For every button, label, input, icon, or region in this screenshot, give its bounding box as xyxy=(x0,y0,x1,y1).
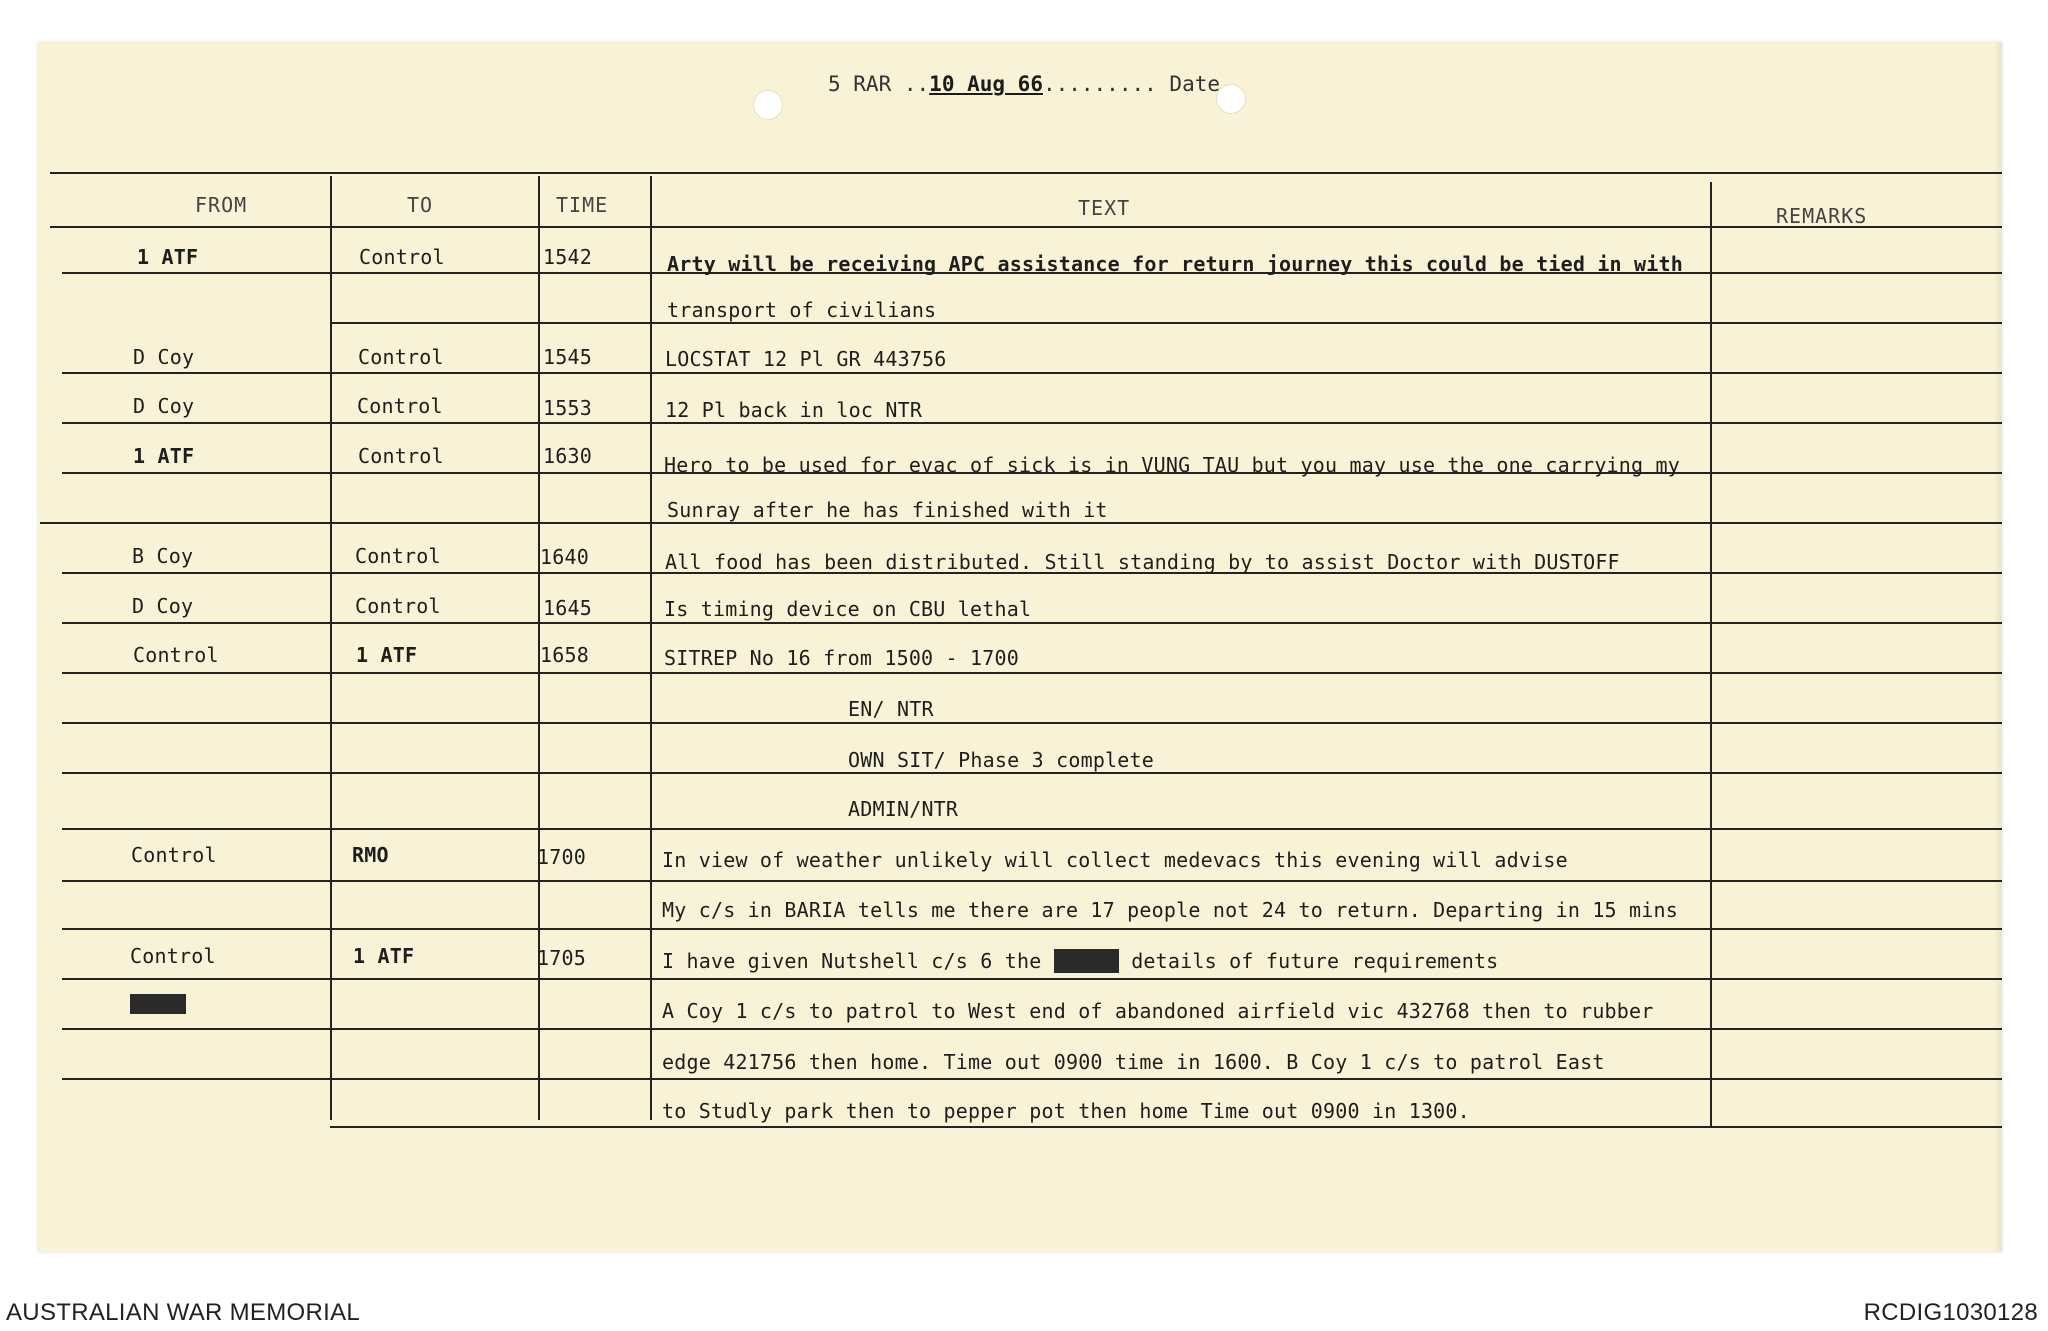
row-from: D Coy xyxy=(133,345,195,369)
row-rule xyxy=(62,722,2002,724)
table-top-rule xyxy=(50,172,2002,174)
row-to: Control xyxy=(355,594,441,618)
row-to: Control xyxy=(357,394,443,418)
row-to: Control xyxy=(358,444,444,468)
row-rule xyxy=(62,672,2002,674)
row-time: 1658 xyxy=(540,643,589,667)
row-text: A Coy 1 c/s to patrol to West end of abandoned airfield vic 432768 then to rubber xyxy=(662,999,1654,1023)
row-text: Arty will be receiving APC assistance for return journey this could be tied in with xyxy=(667,252,1684,276)
row-rule xyxy=(40,522,2002,524)
log-date: 10 Aug 66 xyxy=(929,72,1043,96)
row-rule xyxy=(62,622,2002,624)
col-header-remarks: REMARKS xyxy=(1776,204,1868,228)
row-from: D Coy xyxy=(133,394,195,418)
row-rule xyxy=(62,928,2002,930)
row-from: 1 ATF xyxy=(137,245,199,269)
row-text-part: I have given Nutshell c/s 6 the xyxy=(662,949,1042,973)
footer-archive-name: AUSTRALIAN WAR MEMORIAL xyxy=(6,1299,361,1326)
log-header xyxy=(0,72,2048,96)
row-rule xyxy=(62,422,2002,424)
row-rule xyxy=(62,772,2002,774)
row-time: 1700 xyxy=(537,845,586,869)
row-time: 1640 xyxy=(540,545,589,569)
col-header-from: FROM xyxy=(195,193,248,217)
dots-after: ......... xyxy=(1042,72,1157,96)
row-to: RMO xyxy=(352,843,389,867)
row-from: Control xyxy=(130,944,216,968)
row-text: My c/s in BARIA tells me there are 17 people not 24 to return. Departing in 15 mins xyxy=(662,898,1679,922)
row-text: All food has been distributed. Still standing by to assist Doctor with DUSTOFF xyxy=(665,550,1620,574)
row-text: Sunray after he has finished with it xyxy=(667,498,1108,522)
row-text: OWN SIT/ Phase 3 complete xyxy=(848,748,1155,772)
row-from: 1 ATF xyxy=(133,444,195,468)
row-rule xyxy=(62,978,2002,980)
row-to: Control xyxy=(358,345,444,369)
col-header-text: TEXT xyxy=(1078,196,1131,220)
row-to: 1 ATF xyxy=(353,944,415,968)
row-time: 1545 xyxy=(543,345,592,369)
row-to: Control xyxy=(355,544,441,568)
row-text: edge 421756 then home. Time out 0900 time in 1600. B Coy 1 c/s to patrol East xyxy=(662,1050,1605,1074)
row-text: to Studly park then to pepper pot then home Time out 0900 in 1300. xyxy=(662,1099,1470,1123)
row-to: Control xyxy=(359,245,445,269)
row-text: In view of weather unlikely will collect medevacs this evening will advise xyxy=(662,848,1568,872)
footer-document-id: RCDIG1030128 xyxy=(1863,1299,2038,1326)
row-text: EN/ NTR xyxy=(848,697,934,721)
row-text xyxy=(662,949,1498,973)
row-text: Is timing device on CBU lethal xyxy=(664,597,1032,621)
row-rule xyxy=(330,1126,2002,1128)
row-to: 1 ATF xyxy=(356,643,418,667)
row-from: B Coy xyxy=(132,544,194,568)
row-from: Control xyxy=(131,843,217,867)
row-time: 1630 xyxy=(543,444,592,468)
entry-label: ENTRY xyxy=(132,994,185,1014)
row-rule xyxy=(62,880,2002,882)
row-text-part: details of future requirements xyxy=(1118,949,1499,973)
row-text: ADMIN/NTR xyxy=(848,797,959,821)
row-time: 1705 xyxy=(537,946,586,970)
row-text: transport of civilians xyxy=(667,298,937,322)
sheet-edge-shadow xyxy=(1994,42,2002,1252)
row-rule xyxy=(62,1028,2002,1030)
struck-out-text: XXXXX xyxy=(1055,949,1117,973)
row-text: SITREP No 16 from 1500 - 1700 xyxy=(664,646,1019,670)
row-from: Control xyxy=(133,643,219,667)
row-time: 1645 xyxy=(543,596,592,620)
date-label: Date xyxy=(1169,72,1220,96)
unit-name: 5 RAR xyxy=(828,72,892,96)
row-rule xyxy=(330,322,2002,324)
row-text: Hero to be used for evac of sick is in VUNG TAU but you may use the one carrying my xyxy=(664,453,1681,477)
row-rule xyxy=(62,372,2002,374)
col-header-to: TO xyxy=(407,193,434,217)
row-text: LOCSTAT 12 Pl GR 443756 xyxy=(665,347,947,371)
row-from: D Coy xyxy=(132,594,194,618)
row-rule xyxy=(62,828,2002,830)
dots-before: .. xyxy=(903,72,930,96)
row-text: 12 Pl back in loc NTR xyxy=(665,398,923,422)
row-time: 1542 xyxy=(543,245,592,269)
row-rule xyxy=(62,1078,2002,1080)
col-header-time: TIME xyxy=(556,193,609,217)
row-time: 1553 xyxy=(543,396,592,420)
